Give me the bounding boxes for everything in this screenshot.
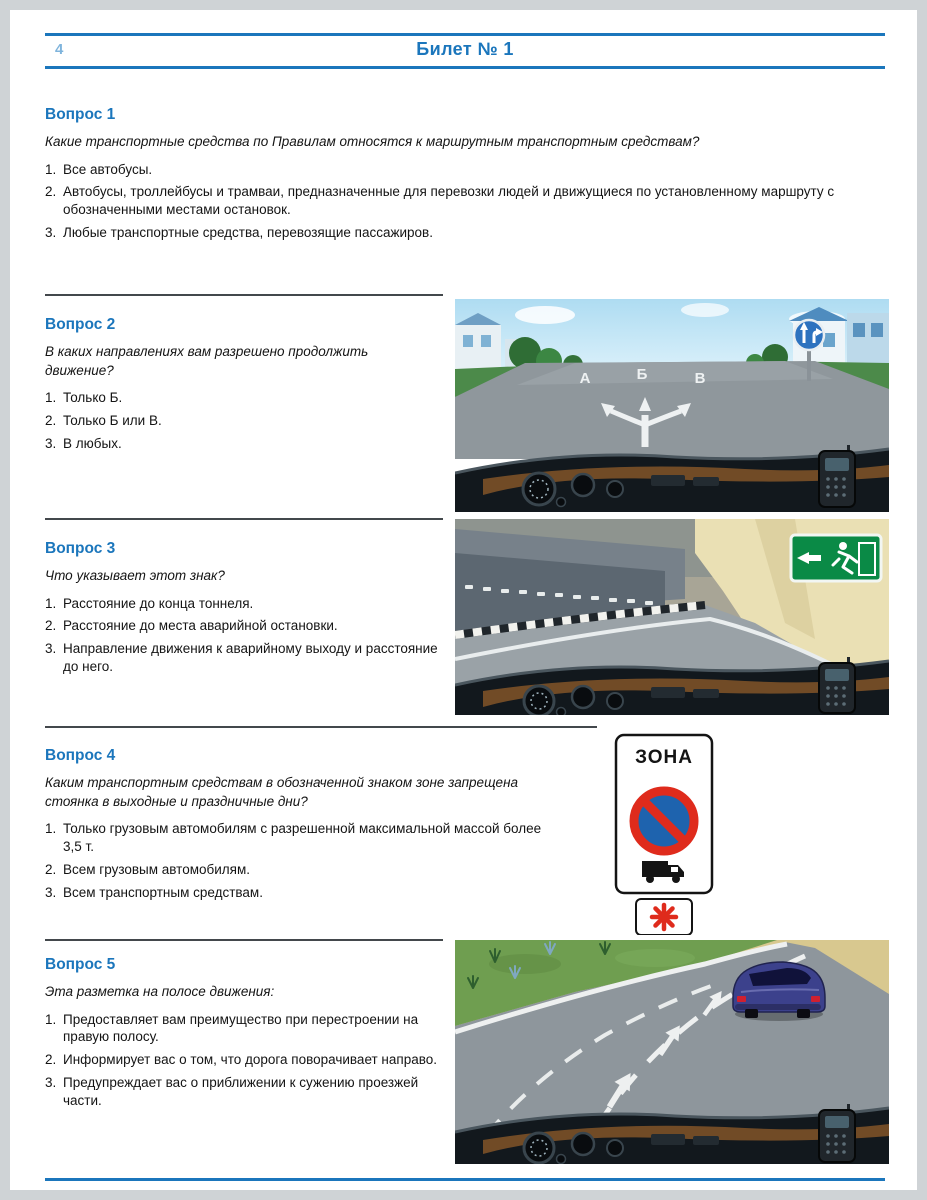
question-3-text: Что указывает этот знак? [45, 568, 225, 583]
lane-label-b: Б [636, 366, 648, 383]
zone-label: ЗОНА [635, 747, 693, 768]
answer-text: Только Б. [63, 390, 123, 406]
answer-option [45, 1074, 447, 1110]
answer-option [45, 820, 550, 856]
taillight [811, 996, 820, 1002]
footer-rule [45, 1178, 885, 1181]
question-2-title: Вопрос 2 [45, 316, 116, 333]
tunnel-scene [455, 519, 889, 715]
answer-text: Только грузовым автомобилям с разрешенной максимальной массой более 3,5 т. [63, 821, 542, 855]
emergency-exit-sign [791, 535, 881, 581]
question-2-text: В каких направлениях вам разрешено продолжить движение? [45, 344, 369, 378]
question-5-text: Эта разметка на полосе движения: [45, 984, 275, 999]
question-4-title: Вопрос 4 [45, 747, 116, 764]
question-3-section [45, 540, 445, 681]
answer-option [45, 861, 550, 879]
question-1-section [45, 106, 887, 247]
answer-option [45, 1011, 447, 1047]
answer-text: Расстояние до конца тоннеля. [63, 595, 254, 611]
answer-option [45, 183, 887, 219]
lane-label-a: А [579, 370, 591, 387]
answer-option [45, 617, 445, 635]
section-divider [45, 294, 443, 296]
question-1-text: Какие транспортные средства по Правилам относятся к маршрутным транспортным средствам? [45, 134, 700, 149]
answer-text: Всем грузовым автомобилям. [63, 861, 250, 877]
question-4-section [45, 747, 550, 907]
answer-option [45, 435, 445, 453]
answer-number: 2. [45, 413, 57, 429]
header-top-rule [45, 33, 885, 36]
answer-number: 3. [45, 884, 57, 900]
question-4-text: Каким транспортным средствам в обозначенной знаком зоне запрещена стоянка в выходные и праздничные дни? [45, 775, 519, 809]
page-header [45, 39, 885, 65]
question-5-section [45, 956, 447, 1115]
car [733, 962, 825, 1021]
lane-marking-scene [455, 940, 889, 1164]
answer-text: Автобусы, троллейбусы и трамваи, предназначенные для перевозки людей и движущиеся по установленному маршруту с обозначенными местами остановок. [63, 184, 835, 218]
section-divider [45, 726, 597, 728]
taillight [737, 996, 746, 1002]
page-number: 4 [55, 41, 64, 58]
answer-option [45, 389, 445, 407]
answer-option [45, 595, 445, 613]
answer-number: 2. [45, 1052, 57, 1068]
answer-text: Только Б или В. [63, 413, 162, 429]
car-phone [819, 657, 855, 713]
answer-text: Информирует вас о том, что дорога поворачивает направо. [63, 1052, 438, 1068]
answer-option [45, 224, 887, 242]
answer-option [45, 161, 887, 179]
answer-number: 1. [45, 390, 57, 406]
answer-text: Предоставляет вам преимущество при перестроении на правую полосу. [63, 1011, 419, 1045]
answer-number: 3. [45, 1075, 57, 1091]
answer-text: Расстояние до места аварийной остановки. [63, 618, 338, 634]
answer-number: 1. [45, 595, 57, 611]
answer-number: 3. [45, 641, 57, 657]
car-phone [819, 445, 855, 507]
lane-label-v: В [694, 370, 706, 387]
no-parking-icon [634, 791, 694, 851]
question-1-answers [45, 161, 887, 242]
question-2-illustration [455, 299, 889, 512]
question-1-title: Вопрос 1 [45, 106, 116, 123]
question-5-answers [45, 1011, 447, 1110]
answer-text: В любых. [63, 435, 122, 451]
question-3-illustration [455, 519, 889, 715]
answer-number: 1. [45, 161, 57, 177]
answer-number: 2. [45, 861, 57, 877]
section-divider [45, 939, 443, 941]
car-phone [819, 1104, 855, 1162]
question-4-illustration [602, 733, 726, 935]
question-2-answers [45, 389, 445, 452]
answer-text: Направление движения к аварийному выходу и расстояние до него. [63, 641, 438, 675]
ticket-title: Билет № 1 [416, 39, 514, 59]
question-2-section [45, 316, 445, 458]
answer-text: Всем транспортным средствам. [63, 884, 263, 900]
answer-option [45, 884, 550, 902]
section-divider [45, 518, 443, 520]
answer-text: Все автобусы. [63, 161, 153, 177]
answer-number: 3. [45, 225, 57, 241]
answer-text: Предупреждает вас о приближении к сужению проезжей части. [63, 1075, 419, 1108]
no-parking-zone-sign [602, 733, 726, 935]
answer-option [45, 1051, 447, 1069]
question-5-illustration [455, 940, 889, 1164]
answer-number: 3. [45, 435, 57, 451]
question-3-title: Вопрос 3 [45, 540, 116, 557]
question-4-answers [45, 820, 550, 901]
holiday-snowflake-icon [652, 905, 676, 929]
answer-number: 2. [45, 184, 57, 200]
road-fork-scene [455, 299, 889, 512]
answer-number: 1. [45, 1011, 57, 1027]
answer-option [45, 412, 445, 430]
question-5-title: Вопрос 5 [45, 956, 116, 973]
answer-number: 1. [45, 821, 57, 837]
question-3-answers [45, 595, 445, 676]
answer-option [45, 640, 445, 676]
answer-number: 2. [45, 618, 57, 634]
header-bottom-rule [45, 66, 885, 69]
answer-text: Любые транспортные средства, перевозящие пассажиров. [63, 225, 433, 241]
